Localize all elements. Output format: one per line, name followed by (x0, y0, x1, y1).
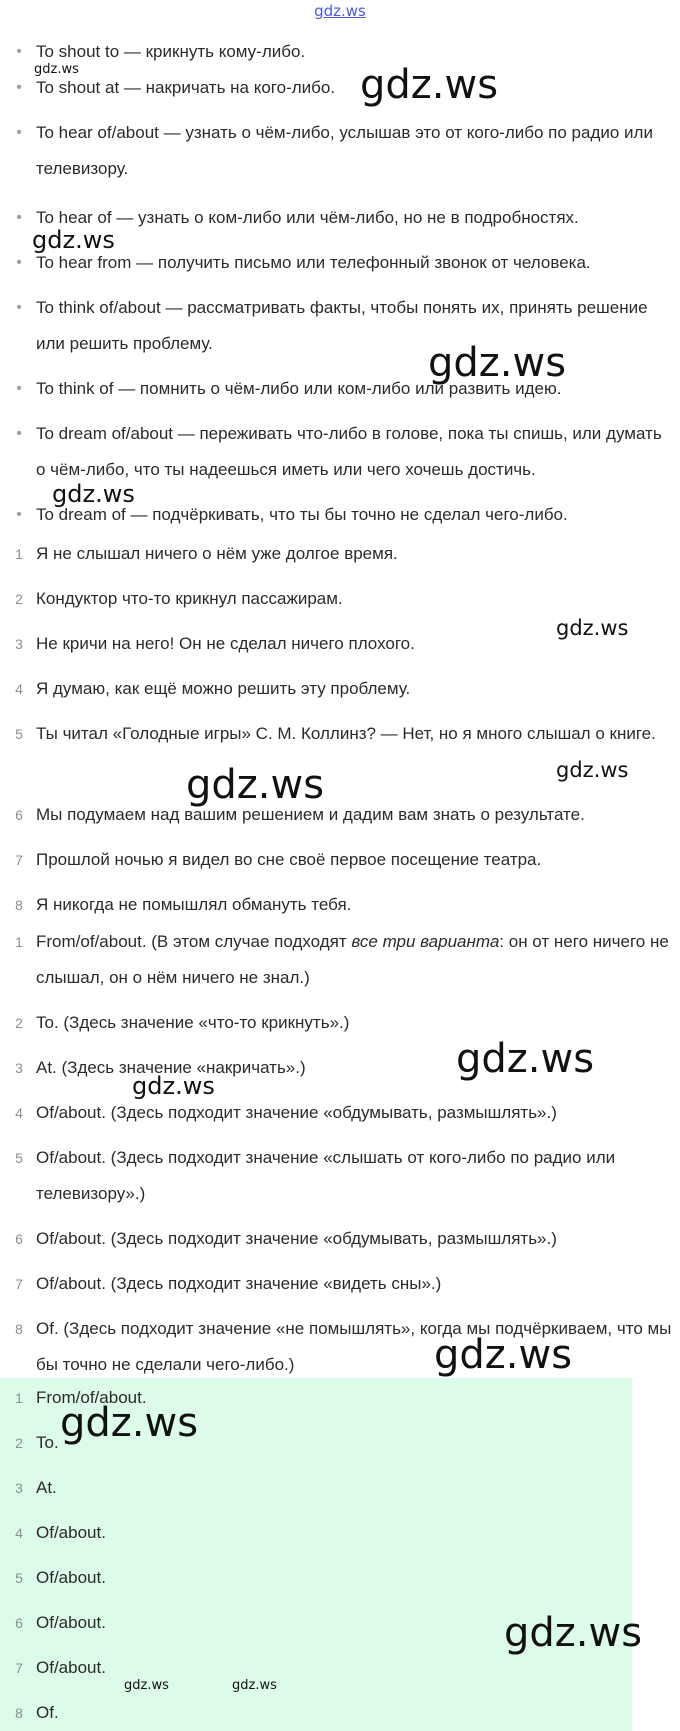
watermark: gdz.ws (360, 62, 499, 108)
explanation-text: Of. (Здесь подходит значение «не помышлять», когда мы подчёркиваем, что мы бы точно не сделали чего-либо.) (36, 1319, 672, 1374)
list-item (0, 497, 680, 533)
item-number: 1 (15, 1390, 23, 1406)
item-number: 4 (15, 681, 23, 697)
item-number: 7 (15, 1276, 23, 1292)
sentence-text: Я думаю, как ещё можно решить эту проблему. (36, 679, 411, 698)
list-item (0, 200, 680, 245)
watermark: gdz.ws (32, 226, 115, 254)
sentence-text: Мы подумаем над вашим решением и дадим вам знать о результате. (36, 805, 585, 824)
bullet-icon: • (16, 506, 22, 523)
explanation-text-post: : он от него ничего не слышал, он о нём ничего не знал.) (36, 932, 669, 987)
explanation-list (0, 924, 680, 1383)
explanation-text: Of/about. (Здесь подходит значение «видеть сны».) (36, 1274, 442, 1293)
sentence-list (0, 536, 680, 923)
list-item (0, 371, 680, 416)
list-item (0, 1650, 680, 1695)
phrase-text: To dream of — подчёркивать, что ты бы точно не сделал чего-либо. (36, 505, 568, 524)
list-item (0, 1470, 680, 1515)
list-item (0, 626, 680, 671)
item-number: 1 (15, 934, 23, 950)
item-number: 2 (15, 1015, 23, 1031)
list-item (0, 581, 680, 626)
list-item (0, 1140, 680, 1221)
item-number: 3 (15, 1060, 23, 1076)
sentence-text: Я никогда не помышлял обмануть тебя. (36, 895, 352, 914)
watermark: gdz.ws (132, 1072, 215, 1100)
watermark: gdz.ws (556, 758, 629, 782)
list-item (0, 1266, 680, 1311)
explanation-text-pre: From/of/about. (В этом случае подходят (36, 932, 352, 951)
bullet-icon: • (16, 209, 22, 226)
item-number: 3 (15, 1480, 23, 1496)
watermark: gdz.ws (456, 1036, 595, 1082)
answer-text: Of/about. (36, 1658, 106, 1677)
list-item (0, 924, 680, 1005)
answer-text: Of/about. (36, 1613, 106, 1632)
sentence-text: Прошлой ночью я видел во сне своё первое посещение театра. (36, 850, 542, 869)
list-item (0, 416, 680, 497)
item-number: 4 (15, 1525, 23, 1541)
list-item (0, 1221, 680, 1266)
item-number: 5 (15, 1570, 23, 1586)
item-number: 8 (15, 1321, 23, 1337)
list-item (0, 245, 680, 290)
phrase-list (0, 34, 680, 533)
list-item (0, 70, 680, 115)
watermark: gdz.ws (504, 1610, 643, 1656)
bullet-icon: • (16, 380, 22, 397)
explanation-text: Of/about. (Здесь подходит значение «обдумывать, размышлять».) (36, 1229, 557, 1248)
explanation-text: At. (Здесь значение «накричать».) (36, 1058, 306, 1077)
item-number: 8 (15, 1705, 23, 1721)
answer-text: Of/about. (36, 1568, 106, 1587)
list-item (0, 290, 680, 371)
list-item (0, 716, 680, 797)
bullet-icon: • (16, 79, 22, 96)
list-item (0, 671, 680, 716)
answer-text: Of. (36, 1703, 59, 1722)
explanation-text: To. (Здесь значение «что-то крикнуть».) (36, 1013, 350, 1032)
bullet-icon: • (16, 299, 22, 316)
item-number: 7 (15, 852, 23, 868)
item-number: 2 (15, 591, 23, 607)
watermark: gdz.ws (434, 1332, 573, 1378)
item-number: 5 (15, 1150, 23, 1166)
item-number: 4 (15, 1105, 23, 1121)
phrase-text: To think of — помнить о чём-либо или ком-либо или развить идею. (36, 379, 562, 398)
list-item (0, 1560, 680, 1605)
explanation-text: Of/about. (Здесь подходит значение «слышать от кого-либо по радио или телевизору».) (36, 1148, 616, 1203)
watermark: gdz.ws (232, 1678, 277, 1693)
sentence-text: Кондуктор что-то крикнул пассажирам. (36, 589, 343, 608)
item-number: 1 (15, 546, 23, 562)
watermark: gdz.ws (34, 62, 79, 77)
explanation-text: Of/about. (Здесь подходит значение «обдумывать, размышлять».) (36, 1103, 557, 1122)
list-item (0, 1425, 680, 1470)
list-item (0, 887, 680, 923)
answer-list (0, 1380, 680, 1731)
list-item (0, 842, 680, 887)
list-item (0, 1311, 680, 1383)
phrase-text: To shout at — накричать на кого-либо. (36, 78, 336, 97)
list-item (0, 115, 680, 200)
answer-text: To. (36, 1433, 59, 1452)
list-item (0, 1095, 680, 1140)
item-number: 7 (15, 1660, 23, 1676)
explanation-emphasis: все три варианта (351, 932, 500, 951)
answer-text: From/of/about. (36, 1388, 147, 1407)
watermark: gdz.ws (124, 1678, 169, 1693)
watermark: gdz.ws (52, 480, 135, 508)
sentence-text: Ты читал «Голодные игры» С. М. Коллинз? — Нет, но я много слышал о книге. (36, 724, 656, 743)
list-item (0, 1695, 680, 1731)
watermark: gdz.ws (186, 762, 325, 808)
answer-text: At. (36, 1478, 57, 1497)
site-header-link[interactable]: gdz.ws (314, 2, 366, 20)
item-number: 2 (15, 1435, 23, 1451)
item-number: 8 (15, 897, 23, 913)
phrase-text: To shout to — крикнуть кому-либо. (36, 42, 306, 61)
list-item (0, 536, 680, 581)
item-number: 6 (15, 1615, 23, 1631)
item-number: 3 (15, 636, 23, 652)
list-item (0, 1005, 680, 1050)
bullet-icon: • (16, 425, 22, 442)
list-item (0, 1050, 680, 1095)
phrase-text: To think of/about — рассматривать факты, чтобы понять их, принять решение или решить проблему. (36, 298, 648, 353)
list-item (0, 34, 680, 70)
item-number: 6 (15, 807, 23, 823)
bullet-icon: • (16, 43, 22, 60)
list-item (0, 1515, 680, 1560)
watermark: gdz.ws (428, 340, 567, 386)
phrase-text: To hear from — получить письмо или телефонный звонок от человека. (36, 253, 591, 272)
watermark: gdz.ws (556, 616, 629, 640)
list-item (0, 797, 680, 842)
bullet-icon: • (16, 124, 22, 141)
sentence-text: Не кричи на него! Он не сделал ничего плохого. (36, 634, 415, 653)
answer-text: Of/about. (36, 1523, 106, 1542)
phrase-text: To hear of — узнать о ком-либо или чём-либо, но не в подробностях. (36, 208, 579, 227)
list-item (0, 1605, 680, 1650)
phrase-text: To hear of/about — узнать о чём-либо, услышав это от кого-либо по радио или телевизору. (36, 123, 653, 178)
item-number: 5 (15, 726, 23, 742)
phrase-text: To dream of/about — переживать что-либо в голове, пока ты спишь, или думать о чём-либо, что ты надеешься иметь или чего хочешь достичь. (36, 424, 662, 479)
bullet-icon: • (16, 254, 22, 271)
item-number: 6 (15, 1231, 23, 1247)
watermark: gdz.ws (60, 1400, 199, 1446)
list-item (0, 1380, 680, 1425)
sentence-text: Я не слышал ничего о нём уже долгое время. (36, 544, 398, 563)
